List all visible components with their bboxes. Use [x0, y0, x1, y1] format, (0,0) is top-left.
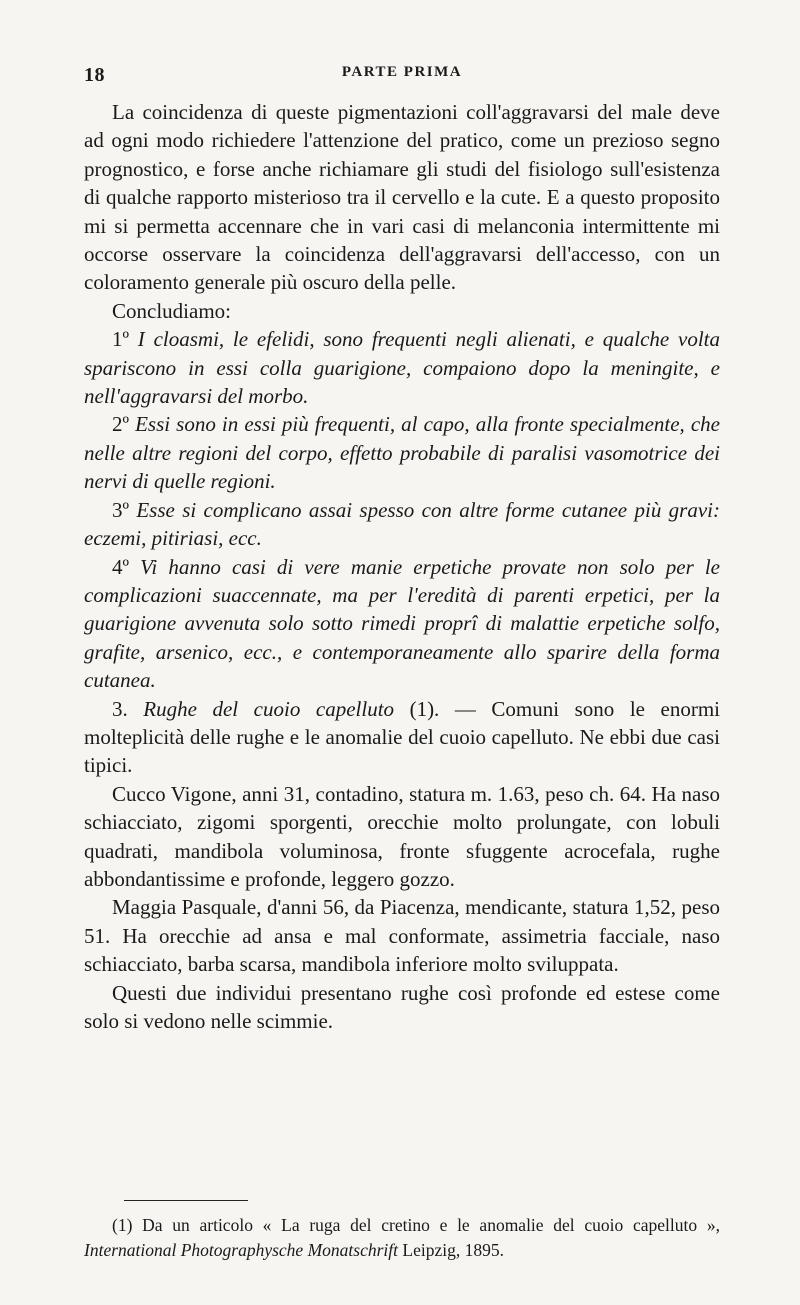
case-maggia: Maggia Pasquale, d'anni 56, da Piacenza, mendicante, statura 1,52, peso 51. Ha orecchie ad ansa e mal conformate, assimetria facciale, naso schiacciato, barba scarsa, mandibola inferiore molto sviluppata. — [84, 895, 720, 977]
page-number: 18 — [84, 64, 105, 86]
paragraph-intro: La coincidenza di queste pigmentazioni coll'aggravarsi del male deve ad ogni modo richiedere l'attenzione del pratico, come un prezioso segno prognostico, e forse anche richiamare gli studi del fisiologo sull'esistenza di qualche rapporto misterioso tra il cervello e la cute. E a questo proposito mi si permetta accennare che in vari casi di melanconia intermittente mi occorse osservare la coincidenza dell'aggravarsi dell'accesso, con un coloramento generale più oscuro della pelle. — [84, 100, 720, 295]
paragraph-closing: Questi due individui presentano rughe così profonde ed estese come solo si vedono nelle scimmie. — [84, 980, 720, 1033]
section-3-text: (1). — Comuni sono le enormi molteplicità delle rughe e le anomalie del cuoio capelluto. Ne ebbi due casi tipici. — [84, 696, 720, 778]
conclusion-4 — [84, 553, 720, 695]
footnote-text — [84, 1213, 720, 1263]
conclusion-2-text: Essi sono in essi più frequenti, al capo, alla fronte specialmente, che nelle altre regioni del corpo, effetto probabile di paralisi vasomotrice dei nervi di quelle regioni. — [84, 412, 721, 494]
case-cucco: Cucco Vigone, anni 31, contadino, statura m. 1.63, peso ch. 64. Ha naso schiacciato, zigomi sporgenti, orecchie molto prolungate, con lobuli quadrati, mandibola voluminosa, fronte sfuggente acrocefala, rughe abbondantissime e profonde, leggero gozzo. — [84, 781, 720, 891]
conclusion-1-number: 1º — [112, 327, 138, 352]
page-body — [84, 98, 720, 1035]
conclusion-3-text: Esse si complicano assai spesso con altre forme cutanee più gravi: eczemi, pitiriasi, ecc. — [84, 497, 720, 551]
footnote-lead: (1) Da un articolo « La ruga del cretino e le anomalie del cuoio capelluto », — [112, 1215, 720, 1235]
section-3-number: 3. — [112, 696, 144, 721]
paragraph-concludiamo: Concludiamo: — [112, 298, 231, 323]
section-3-title: Rughe del cuoio capelluto — [143, 696, 395, 721]
conclusion-2 — [84, 410, 720, 495]
conclusion-3-number: 3º — [112, 497, 137, 522]
footnote — [84, 1213, 720, 1263]
section-3 — [84, 695, 720, 780]
conclusion-1 — [84, 325, 720, 410]
page-header — [84, 58, 720, 88]
footnote-tail: Leipzig, 1895. — [398, 1240, 504, 1260]
footnote-rule — [124, 1200, 248, 1201]
conclusion-1-text: I cloasmi, le efelidi, sono frequenti negli alienati, e qualche volta spariscono in essi colla guarigione, compaiono dopo la meningite, e nell'aggravarsi del morbo. — [84, 327, 720, 409]
conclusion-4-text: Vi hanno casi di vere manie erpetiche provate non solo per le complicazioni suaccennate, ma per l'eredità di parenti erpetici, per la guarigione avvenuta solo sotto rimedi proprî di malattie erpetiche solfo, grafite, arsenico, ecc., e contemporaneamente allo sparire della forma cutanea. — [84, 554, 721, 693]
running-title: PARTE PRIMA — [341, 64, 463, 80]
footnote-journal: International Photographysche Monatschrift — [84, 1240, 398, 1260]
conclusion-2-number: 2º — [112, 412, 136, 437]
conclusion-4-number: 4º — [112, 554, 141, 579]
conclusion-3 — [84, 496, 720, 553]
